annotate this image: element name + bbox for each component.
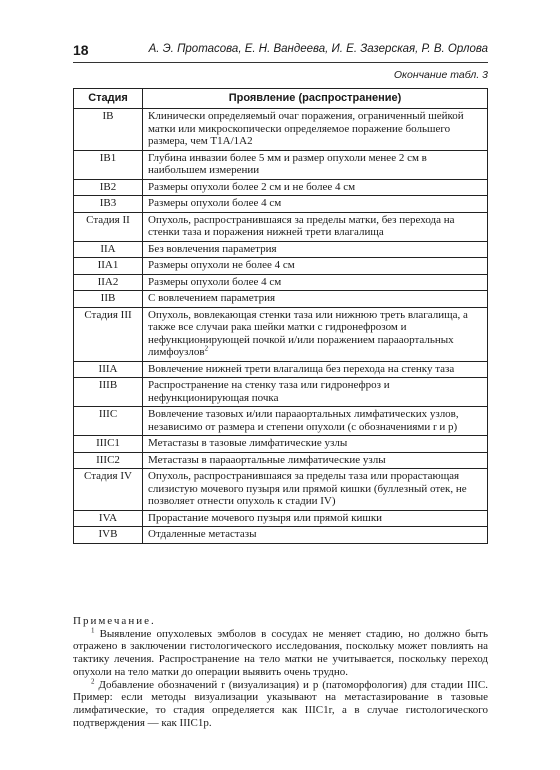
- footnote-1-text: Выявление опухолевых эмболов в сосудах не меняет стадию, но должно быть отражено в заключении гистологического исследования, поскольку может повлиять на тактику лечения. Распространение на тело матки не учитывается, поскольку переход опухоли на тело матки до операции выявить очень трудно.: [73, 627, 488, 678]
- table-row: [74, 407, 488, 436]
- description-cell: [143, 179, 488, 196]
- description-text: Отдаленные метастазы: [148, 528, 257, 540]
- stage-cell: IIIB: [74, 378, 143, 407]
- description-text: Прорастание мочевого пузыря или прямой кишки: [148, 511, 383, 524]
- description-text: Клинически определяемый очаг поражения, ограниченный шейкой матки или микроскопически определяемое поражение большего размера, чем T1A/1A2: [148, 110, 464, 147]
- stage-cell: IIA1: [74, 258, 143, 275]
- description-cell: [143, 196, 488, 213]
- table-row: [74, 361, 488, 378]
- footnote-2: [73, 676, 489, 730]
- table-row: [74, 378, 488, 407]
- footnotes: [73, 615, 488, 729]
- stage-cell: IIB: [74, 291, 143, 308]
- description-text: С вовлечением параметрия: [148, 292, 276, 304]
- table-row: [74, 109, 488, 151]
- table-row: [74, 510, 488, 527]
- description-cell: [143, 241, 488, 258]
- table-row: [74, 469, 488, 511]
- description-cell: [143, 150, 488, 179]
- stage-cell: IB1: [74, 150, 143, 179]
- description-cell: [143, 469, 488, 511]
- stage-cell: IB: [74, 109, 143, 151]
- table-row: [74, 527, 488, 544]
- header-rule: [73, 62, 488, 63]
- description-cell: [143, 436, 488, 453]
- running-head-authors: А. Э. Протасова, Е. Н. Вандеева, И. Е. Зазерская, Р. В. Орлова: [148, 43, 488, 55]
- description-text: Опухоль, распространившаяся за пределы матки, без перехода на стенки таза и поражения нижней трети влагалища: [148, 213, 455, 238]
- column-header-stage: Стадия: [74, 89, 143, 109]
- table-row: [74, 258, 488, 275]
- stage-cell: IIIC2: [74, 452, 143, 469]
- description-text: Опухоль, распространившаяся за пределы таза или прорастающая слизистую мочевого пузыря или прямой кишки (буллезный отек, не позволяет отнести опухоль к стадии IV): [148, 470, 467, 507]
- stage-cell: Стадия II: [74, 212, 143, 241]
- stage-cell: IIIC: [74, 407, 143, 436]
- table-row: [74, 307, 488, 361]
- stage-cell: IIIA: [74, 361, 143, 378]
- description-text: Метастазы в парааортальные лимфатические узлы: [148, 453, 386, 466]
- table-row: [74, 241, 488, 258]
- description-text: Метастазы в тазовые лимфатические узлы: [148, 437, 348, 449]
- description-text: Размеры опухоли более 4 см: [148, 275, 282, 288]
- stage-cell: Стадия III: [74, 307, 143, 361]
- footnote-1: [73, 628, 488, 679]
- description-cell: [143, 378, 488, 407]
- stage-cell: IIA2: [74, 274, 143, 291]
- staging-table: [73, 88, 488, 544]
- description-cell: [143, 527, 488, 544]
- page-header: [73, 42, 488, 60]
- stage-cell: IIA: [74, 241, 143, 258]
- notes-title: Примечание.: [73, 615, 156, 627]
- description-cell: [143, 212, 488, 241]
- table-body: [74, 109, 488, 544]
- description-text: Опухоль, вовлекающая стенки таза или нижнюю треть влагалища, а также все случаи рака шейки матки с гидронефрозом и нефункционирующей почкой и/или поражением парааортальных лимфоузлов: [148, 308, 468, 358]
- footnote-1-marker: 1: [91, 626, 95, 635]
- stage-cell: IVB: [74, 527, 143, 544]
- description-text: Глубина инвазии более 5 мм и размер опухоли менее 2 см в наибольшем измерении: [148, 151, 427, 176]
- table-row: [74, 196, 488, 213]
- description-text: Размеры опухоли более 4 см: [148, 197, 282, 209]
- stage-cell: Стадия IV: [74, 469, 143, 511]
- footnote-2-marker: 2: [91, 676, 95, 685]
- description-cell: [143, 291, 488, 308]
- table-row: [74, 274, 488, 291]
- description-cell: [143, 452, 488, 469]
- table-row: [74, 179, 488, 196]
- table-row: [74, 436, 488, 453]
- description-cell: [143, 307, 488, 361]
- table-row: [74, 452, 488, 469]
- stage-cell: IB3: [74, 196, 143, 213]
- description-text: Вовлечение тазовых и/или парааортальных лимфатических узлов, независимо от размера и степени опухоли (с обозначениями r и p): [148, 408, 459, 433]
- description-cell: [143, 361, 488, 378]
- stage-cell: IB2: [74, 179, 143, 196]
- description-text: Вовлечение нижней трети влагалища без перехода на стенку таза: [148, 362, 455, 375]
- description-cell: [143, 258, 488, 275]
- description-cell: [143, 407, 488, 436]
- page-number: 18: [73, 42, 89, 58]
- table-caption: Окончание табл. 3: [393, 69, 488, 81]
- stage-cell: IVA: [74, 510, 143, 527]
- table-row: [74, 291, 488, 308]
- description-cell: [143, 274, 488, 291]
- column-header-description: Проявление (распространение): [143, 89, 488, 109]
- description-text: Без вовлечения параметрия: [148, 242, 277, 255]
- table-row: [74, 150, 488, 179]
- footnote-2-text: Добавление обозначений r (визуализация) и p (патоморфология) для стадии IIIC. Пример: если методы визуализации указывают на метастазирование в тазовые лимфатические, то стадия определяется как IIIC1r, а в случае гистологического подтверждения — как IIIC1p.: [73, 678, 489, 729]
- footnote-marker: 2: [204, 344, 209, 353]
- description-text: Размеры опухоли более 2 см и не более 4 см: [148, 180, 356, 193]
- description-cell: [143, 510, 488, 527]
- table-header-row: [74, 89, 488, 109]
- table-row: [74, 212, 488, 241]
- stage-cell: IIIC1: [74, 436, 143, 453]
- description-cell: [143, 109, 488, 151]
- description-text: Распространение на стенку таза или гидронефроз и нефункционирующая почка: [148, 379, 390, 404]
- description-text: Размеры опухоли не более 4 см: [148, 259, 295, 271]
